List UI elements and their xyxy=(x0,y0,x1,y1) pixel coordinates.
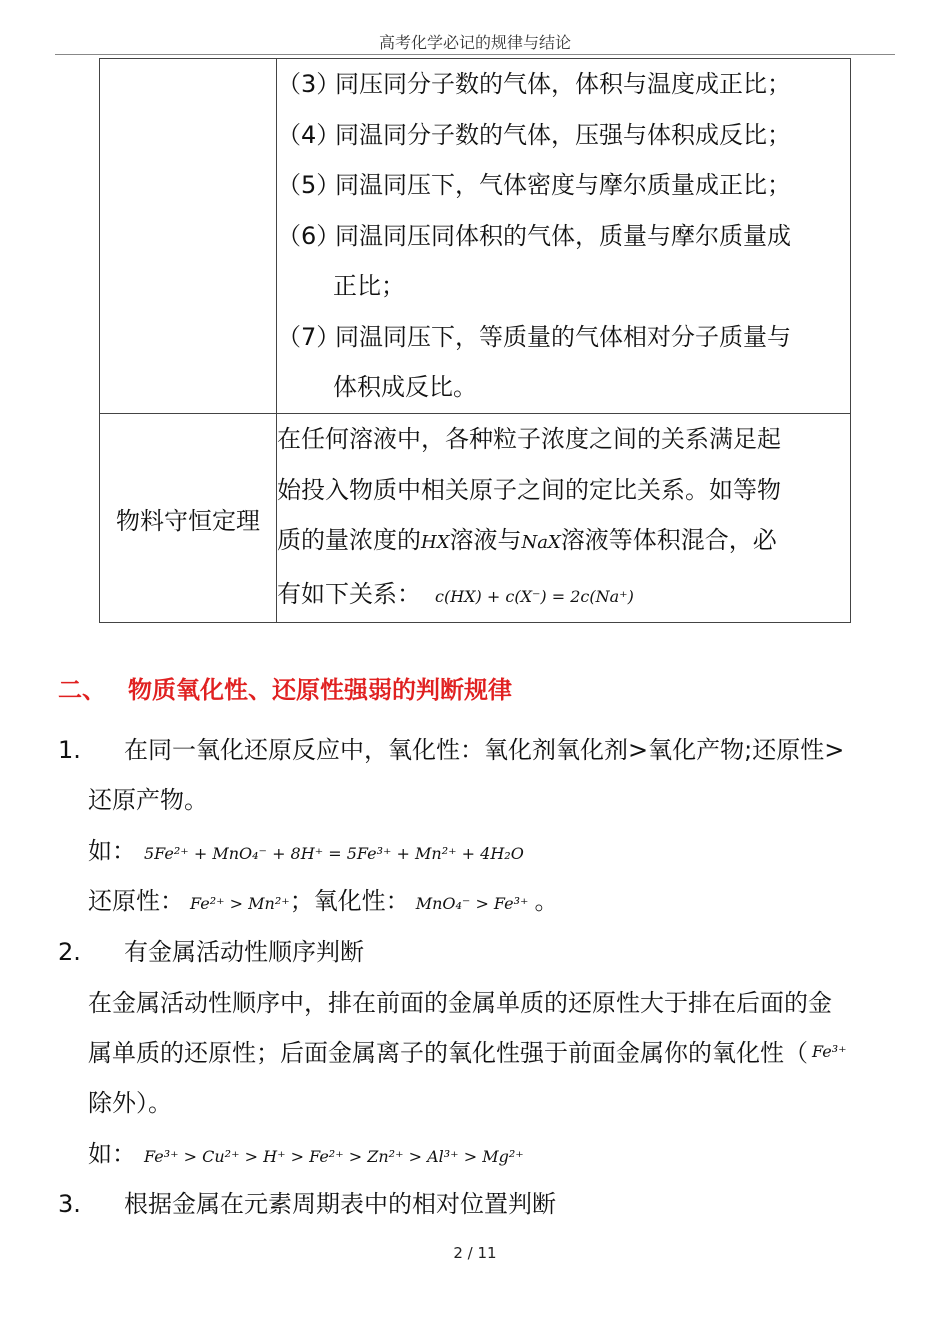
item-continuation: 体积成反比。 xyxy=(333,373,477,401)
paragraph-2-heading xyxy=(58,932,364,967)
separator: ； xyxy=(289,887,314,915)
paragraph-title: 有金属活动性顺序判断 xyxy=(124,938,364,966)
item-text: 同压同分子数的气体，体积与温度成正比； xyxy=(335,70,791,98)
item-text: 同温同压同体积的气体，质量与摩尔质量成 xyxy=(335,221,791,250)
example-label: 如： xyxy=(88,1140,136,1168)
formula-material-balance: c(HX) + c(X⁻) = 2c(Na⁺) xyxy=(435,586,634,606)
period: 。 xyxy=(534,887,559,915)
paragraph-number: 2. xyxy=(58,938,81,966)
item-number: （3） xyxy=(277,70,341,98)
desc-line xyxy=(277,515,850,569)
table-cell-law-description xyxy=(277,414,851,623)
formula-hx: HX xyxy=(421,532,450,553)
text-run: 质的量浓度的 xyxy=(277,526,421,554)
oxidizability-formula: MnO₄⁻ > Fe³⁺ xyxy=(415,894,529,913)
item-text: 同温同压下，气体密度与摩尔质量成正比； xyxy=(335,171,791,199)
table-cell-gas-laws xyxy=(277,59,851,414)
paragraph-line: 在金属活动性顺序中，排在前面的金属单质的还原性大于排在后面的金 xyxy=(88,989,832,1017)
paragraph-1-heading xyxy=(58,730,844,765)
example-line xyxy=(88,831,524,866)
comparison-line xyxy=(88,881,558,916)
law-name: 物料守恒定理 xyxy=(100,414,277,623)
page-number: 2 / 11 xyxy=(453,1244,497,1262)
section-title: 物质氧化性、还原性强弱的判断规律 xyxy=(128,676,512,704)
text-run: 属单质的还原性；后面金属离子的氧化性强于前面金属你的氧化性（ xyxy=(88,1039,808,1067)
item-number: （5） xyxy=(277,171,341,199)
header-rule xyxy=(55,54,895,55)
activity-series-formula: Fe³⁺ > Cu²⁺ > H⁺ > Fe²⁺ > Zn²⁺ > Al³⁺ > Mg²⁺ xyxy=(144,1147,524,1166)
redox-equation: 5Fe²⁺ + MnO₄⁻ + 8H⁺ = 5Fe³⁺ + Mn²⁺ + 4H₂O xyxy=(144,844,524,863)
list-item xyxy=(277,312,850,413)
paragraph-line xyxy=(88,1033,847,1068)
list-item xyxy=(277,160,850,211)
fe3-formula: Fe³⁺ xyxy=(812,1042,847,1061)
paragraph-text: 在同一氧化还原反应中，氧化性：氧化剂氧化剂>氧化产物;还原性> xyxy=(124,736,845,764)
desc-line: 在任何溶液中，各种粒子浓度之间的关系满足起 xyxy=(277,425,781,453)
item-number: （6） xyxy=(277,221,341,250)
example-label: 如： xyxy=(88,837,136,865)
table-row xyxy=(100,414,851,623)
paragraph-line: 除外）。 xyxy=(88,1089,172,1117)
paragraph-title: 根据金属在元素周期表中的相对位置判断 xyxy=(124,1190,556,1218)
item-text: 同温同分子数的气体，压强与体积成反比； xyxy=(335,120,791,149)
paragraph-number: 1. xyxy=(58,736,81,764)
list-item xyxy=(277,211,850,312)
text-run: 有如下关系： xyxy=(277,579,421,608)
text-run: 溶液与 xyxy=(449,526,522,554)
paragraph-line: 还原产物。 xyxy=(88,786,208,814)
item-number: （4） xyxy=(277,120,341,149)
desc-line: 始投入物质中相关原子之间的定比关系。如等物 xyxy=(277,475,781,504)
reducibility-label: 还原性： xyxy=(88,887,184,915)
page-header: 高考化学必记的规律与结论 xyxy=(378,33,571,52)
laws-table xyxy=(99,58,851,623)
section-heading xyxy=(58,670,512,705)
item-continuation: 正比； xyxy=(333,272,405,300)
formula-nax: NaX xyxy=(521,532,561,553)
item-text: 同温同压下，等质量的气体相对分子质量与 xyxy=(335,322,791,351)
example-line xyxy=(88,1134,524,1169)
table-cell-empty xyxy=(100,59,277,414)
list-item xyxy=(277,110,850,161)
list-item xyxy=(277,59,850,110)
paragraph-number: 3. xyxy=(58,1190,81,1218)
paragraph-3-heading xyxy=(58,1184,556,1219)
reducibility-formula: Fe²⁺ > Mn²⁺ xyxy=(190,894,290,913)
desc-line xyxy=(277,569,850,623)
section-number: 二、 xyxy=(58,676,106,704)
table-row xyxy=(100,59,851,414)
oxidizability-label: 氧化性： xyxy=(313,887,410,915)
text-run: 溶液等体积混合，必 xyxy=(560,526,777,554)
item-number: （7） xyxy=(277,322,341,351)
